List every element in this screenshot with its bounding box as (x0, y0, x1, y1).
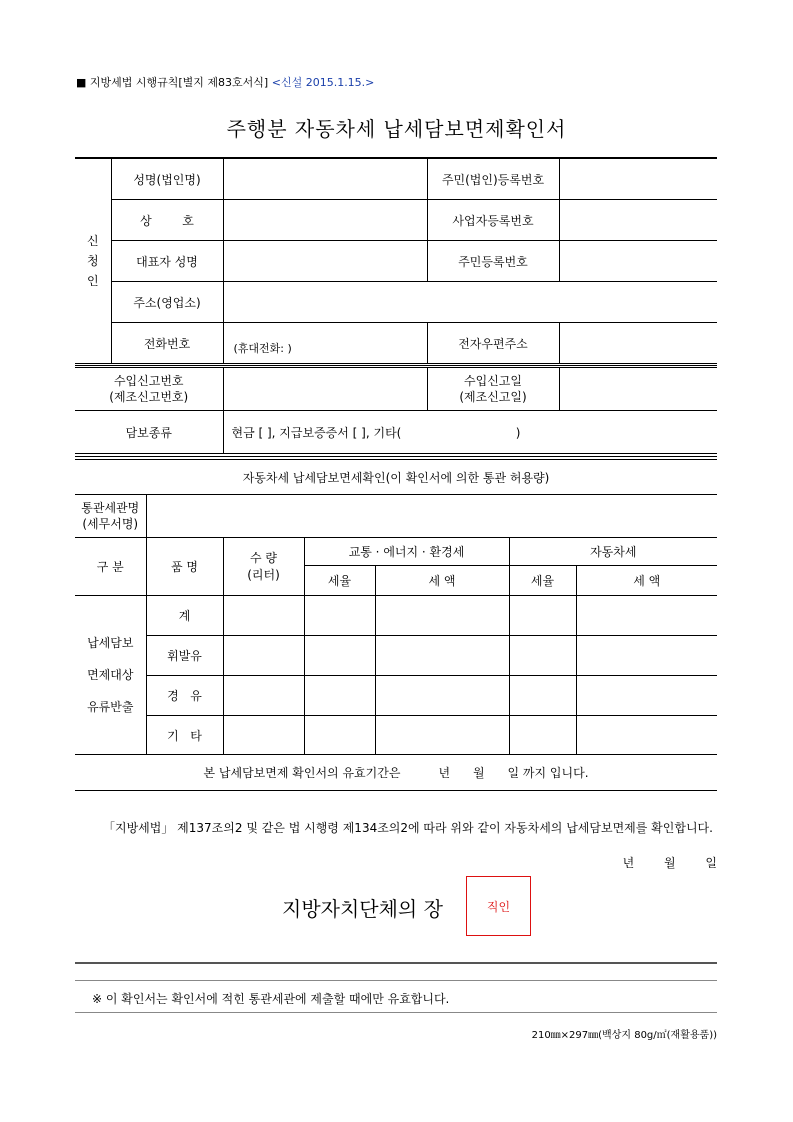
business-registration-field[interactable] (559, 200, 717, 241)
company-label: 상 호 (111, 200, 223, 241)
issue-date: 년 월 일 (622, 856, 717, 870)
separator-rule-2 (75, 456, 717, 457)
separator-rule-1 (75, 365, 717, 366)
import-number-field[interactable] (223, 368, 427, 411)
signatory: 지방자치단체의 장 (282, 897, 443, 921)
confirmation-heading: 자동차세 납세담보면세확인(이 확인서에 의한 통관 허용량) (75, 460, 717, 495)
validity-period-text: 본 납세담보면제 확인서의 유효기간은 년 월 일 까지 입니다. (75, 755, 717, 791)
import-date-label: 수입신고일 (제조신고일) (427, 368, 559, 411)
import-table (75, 367, 717, 454)
collateral-options[interactable]: 현금 [ ], 지급보증증서 [ ], 기타( ) (223, 411, 717, 454)
amount-cell[interactable] (576, 716, 717, 755)
validity-notice: ※ 이 확인서는 확인서에 적힌 통관세관에 제출할 때에만 유효합니다. (92, 992, 450, 1006)
applicant-section-label: 신 청 인 (75, 159, 111, 364)
confirmation-statement: 「지방세법」 제137조의2 및 같은 법 시행령 제134조의2에 따라 위와 같이 자동차세의 납세담보면제를 확인합니다. (103, 821, 713, 835)
page-title: 주행분 자동차세 납세담보면제확인서 (226, 117, 567, 141)
transport-tax-label: 교통 · 에너지 · 환경세 (304, 538, 509, 566)
confirmation-table (75, 459, 717, 791)
paper-spec: 210㎜×297㎜(백상지 80g/㎡(재활용품)) (531, 1030, 717, 1041)
address-field[interactable] (223, 282, 717, 323)
company-field[interactable] (223, 200, 427, 241)
amount-cell[interactable] (375, 636, 509, 676)
rate-cell[interactable] (304, 676, 375, 716)
amount-cell[interactable] (375, 676, 509, 716)
seal-text: 직인 (486, 899, 511, 914)
phone-field[interactable] (223, 323, 427, 364)
vehicle-amount-label: 세 액 (576, 566, 717, 596)
mobile-text: (휴대전화: ) (233, 342, 292, 355)
amount-cell[interactable] (576, 636, 717, 676)
address-label: 주소(영업소) (111, 282, 223, 323)
customs-office-label: 통관세관명 (세무서명) (75, 495, 146, 538)
bottom-thick-rule (75, 962, 717, 964)
transport-amount-label: 세 액 (375, 566, 509, 596)
rate-cell[interactable] (509, 716, 576, 755)
rate-cell[interactable] (304, 596, 375, 636)
resident-number-label: 주민(법인)등록번호 (427, 159, 559, 200)
rate-cell[interactable] (509, 636, 576, 676)
amount-cell[interactable] (576, 596, 717, 636)
notice-bottom-rule (75, 1012, 717, 1013)
regulation-note (76, 74, 374, 90)
rep-resident-number-label: 주민등록번호 (427, 241, 559, 282)
name-label: 성명(법인명) (111, 159, 223, 200)
rate-cell[interactable] (304, 716, 375, 755)
division-label: 구 분 (75, 538, 146, 596)
amount-cell[interactable] (375, 596, 509, 636)
item-gasoline: 휘발유 (146, 636, 223, 676)
item-total: 계 (146, 596, 223, 636)
quantity-cell[interactable] (223, 676, 304, 716)
transport-rate-label: 세율 (304, 566, 375, 596)
notice-top-rule (75, 980, 717, 981)
import-number-label: 수입신고번호 (제조신고번호) (75, 368, 223, 411)
rep-resident-number-field[interactable] (559, 241, 717, 282)
rate-cell[interactable] (304, 636, 375, 676)
item-name-label: 품 명 (146, 538, 223, 596)
amount-cell[interactable] (375, 716, 509, 755)
vehicle-tax-label: 자동차세 (509, 538, 717, 566)
representative-field[interactable] (223, 241, 427, 282)
item-other: 기 타 (146, 716, 223, 755)
rate-cell[interactable] (509, 676, 576, 716)
item-diesel: 경 유 (146, 676, 223, 716)
quantity-cell[interactable] (223, 636, 304, 676)
amount-cell[interactable] (576, 676, 717, 716)
email-field[interactable] (559, 323, 717, 364)
resident-number-field[interactable] (559, 159, 717, 200)
quantity-cell[interactable] (223, 716, 304, 755)
name-field[interactable] (223, 159, 427, 200)
import-date-field[interactable] (559, 368, 717, 411)
quantity-cell[interactable] (223, 596, 304, 636)
revision-text: <신설 2015.1.15.> (271, 76, 375, 89)
regulation-text: ■ 지방세법 시행규칙[별지 제83호서식] (76, 76, 269, 89)
official-seal-box (466, 876, 531, 936)
exemption-group-label: 납세담보 면제대상 유류반출 (75, 596, 146, 755)
collateral-label: 담보종류 (75, 411, 223, 454)
business-registration-label: 사업자등록번호 (427, 200, 559, 241)
representative-label: 대표자 성명 (111, 241, 223, 282)
phone-label: 전화번호 (111, 323, 223, 364)
email-label: 전자우편주소 (427, 323, 559, 364)
rate-cell[interactable] (509, 596, 576, 636)
quantity-label: 수 량 (리터) (223, 538, 304, 596)
applicant-table (75, 158, 717, 364)
customs-office-field[interactable] (146, 495, 717, 538)
vehicle-rate-label: 세율 (509, 566, 576, 596)
